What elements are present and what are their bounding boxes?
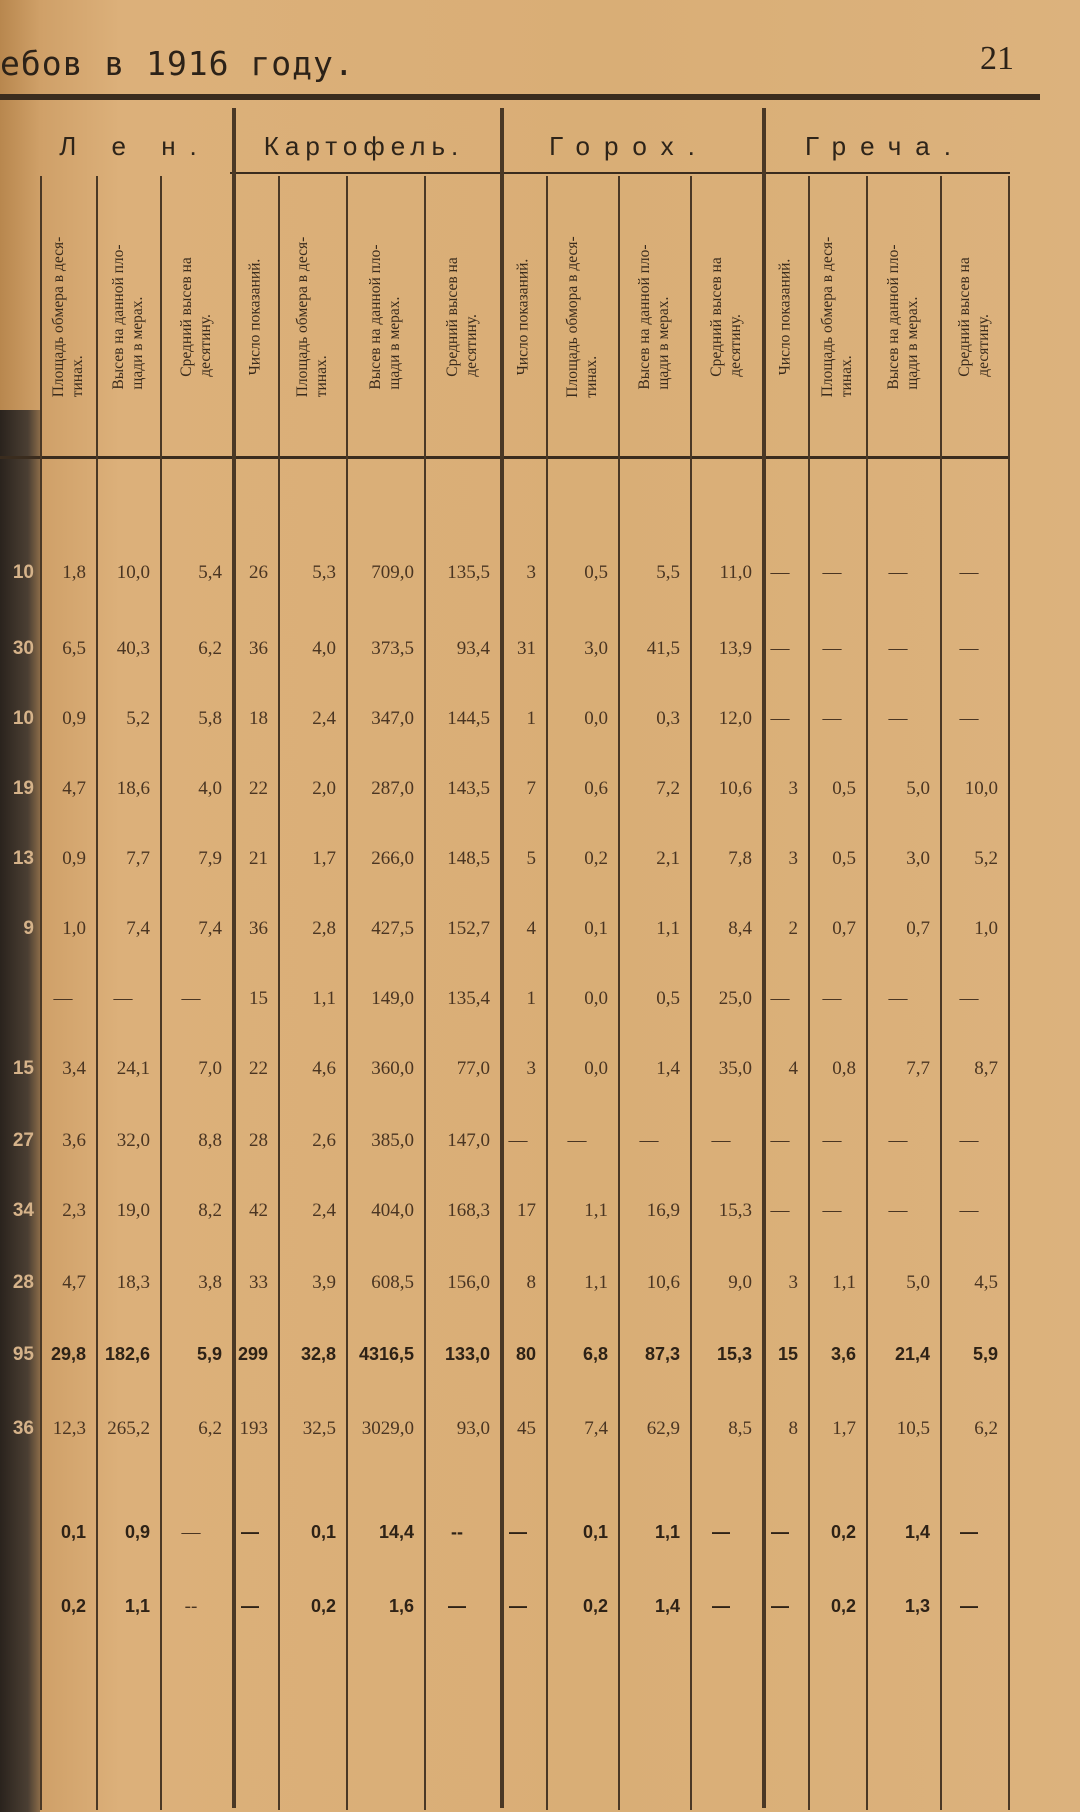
table-cell: — <box>888 1200 908 1221</box>
table-cell: 0,1 <box>60 1522 86 1542</box>
table-cell: 360,0 <box>371 1058 414 1079</box>
table-cell: 7,7 <box>906 1058 930 1079</box>
table-cell: 0,3 <box>656 708 680 729</box>
group-header-buckwheat: Греча. <box>805 131 965 161</box>
table-cell: 8,8 <box>198 1130 222 1151</box>
table-cell: 2,1 <box>656 848 680 869</box>
column-rule <box>1008 176 1010 1810</box>
table-cell: — <box>959 708 979 729</box>
table-cell: 2,0 <box>312 778 336 799</box>
table-cell: -- <box>184 1596 198 1617</box>
table-cell: — <box>241 1596 259 1616</box>
table-cell: 18,3 <box>116 1272 150 1293</box>
table-cell: 6,5 <box>62 638 86 659</box>
table-cell: 16,9 <box>646 1200 680 1221</box>
column-header-label: Высев на данной пло- щади в мерах. <box>636 244 672 390</box>
table-cell: 0,0 <box>584 988 608 1009</box>
column-header-label: Площадь обмера в деся- тинах. <box>294 236 330 398</box>
table-cell: 6,2 <box>974 1418 998 1439</box>
table-cell: — <box>639 1130 659 1151</box>
column-header-label: Средний высев на десятину. <box>708 257 744 377</box>
table-cell: 93,0 <box>456 1418 490 1439</box>
table-cell: — <box>712 1522 730 1542</box>
table-cell: 0,8 <box>832 1058 856 1079</box>
margin-row-count: 10 <box>12 708 34 729</box>
table-cell: 8,5 <box>728 1418 752 1439</box>
table-cell: 6,2 <box>198 638 222 659</box>
column-header-label: Площадь обмера в деся- тинах. <box>819 236 855 398</box>
table-cell: 7,2 <box>656 778 680 799</box>
binding-shadow <box>0 410 40 1812</box>
margin-row-count: 30 <box>12 638 34 659</box>
table-cell: 14,4 <box>378 1522 414 1542</box>
table-cell: 4 <box>526 918 536 939</box>
table-cell: 8,4 <box>728 918 752 939</box>
table-cell: 3,8 <box>198 1272 222 1293</box>
table-cell: 15,3 <box>716 1344 752 1364</box>
table-cell: — <box>822 638 842 659</box>
table-cell: — <box>888 988 908 1009</box>
table-cell: 0,1 <box>310 1522 336 1542</box>
column-header <box>762 182 808 452</box>
table-cell: — <box>509 1522 527 1542</box>
table-cell: — <box>771 1522 789 1542</box>
column-header <box>346 182 424 452</box>
top-rule <box>0 94 1040 100</box>
table-cell: — <box>959 562 979 583</box>
table-cell: 147,0 <box>447 1130 490 1151</box>
table-cell: 1,1 <box>654 1522 680 1542</box>
table-cell: 0,0 <box>584 1058 608 1079</box>
column-header <box>278 182 346 452</box>
table-cell: 6,8 <box>582 1344 608 1364</box>
table-cell: 7,7 <box>126 848 150 869</box>
table-cell: 33 <box>249 1272 268 1293</box>
table-cell: 0,6 <box>584 778 608 799</box>
column-header <box>940 182 1008 452</box>
table-cell: — <box>567 1130 587 1151</box>
margin-row-count: 34 <box>12 1200 34 1221</box>
table-cell: 1,1 <box>656 918 680 939</box>
group-header-flax: Л е н. <box>59 131 211 161</box>
table-cell: 2,8 <box>312 918 336 939</box>
table-cell: 11,0 <box>719 562 752 583</box>
table-cell: 7,8 <box>728 848 752 869</box>
table-cell: 3 <box>788 1272 798 1293</box>
table-cell: 41,5 <box>646 638 680 659</box>
table-cell: — <box>960 1596 978 1616</box>
table-cell: 3,6 <box>62 1130 86 1151</box>
table-cell: 29,8 <box>50 1344 86 1364</box>
table-cell: — <box>712 1596 730 1616</box>
table-cell: 427,5 <box>371 918 414 939</box>
table-cell: 18 <box>249 708 268 729</box>
table-cell: — <box>888 708 908 729</box>
table-cell: — <box>241 1522 259 1542</box>
table-cell: 5,5 <box>656 562 680 583</box>
table-cell: 0,9 <box>62 848 86 869</box>
table-cell: 10,0 <box>116 562 150 583</box>
column-header <box>96 182 160 452</box>
table-cell: 2,4 <box>312 708 336 729</box>
table-cell: 404,0 <box>371 1200 414 1221</box>
table-cell: 8 <box>526 1272 536 1293</box>
table-cell: 21 <box>249 848 268 869</box>
running-title: ебов в 1916 году. <box>0 44 355 83</box>
table-cell: 3 <box>526 562 536 583</box>
table-cell: 0,2 <box>584 848 608 869</box>
column-header-label: Высев на данной пло- щади в мерах. <box>110 244 146 390</box>
table-cell: 2,4 <box>312 1200 336 1221</box>
column-header <box>232 182 278 452</box>
table-cell: 19,0 <box>116 1200 150 1221</box>
margin-row-count: 28 <box>12 1272 34 1293</box>
table-cell: 1,8 <box>62 562 86 583</box>
margin-row-count: 13 <box>12 848 34 869</box>
table-cell: 143,5 <box>447 778 490 799</box>
table-cell: 22 <box>249 778 268 799</box>
table-cell: — <box>770 708 790 729</box>
table-cell: — <box>960 1522 978 1542</box>
table-cell: 32,5 <box>302 1418 336 1439</box>
table-cell: 133,0 <box>444 1344 490 1364</box>
table-cell: 18,6 <box>116 778 150 799</box>
column-header-label: Площадь обмора в деся- тинах. <box>564 236 600 398</box>
column-header <box>690 182 762 452</box>
table-cell: 0,5 <box>832 778 856 799</box>
margin-row-count: 9 <box>23 918 34 939</box>
table-cell: 0,2 <box>582 1596 608 1616</box>
column-header-label: Высев на данной пло- щади в мерах. <box>885 244 921 390</box>
table-cell: 5,8 <box>198 708 222 729</box>
column-header <box>618 182 690 452</box>
table-cell: 12,0 <box>718 708 752 729</box>
table-cell: 35,0 <box>718 1058 752 1079</box>
table-cell: 1,1 <box>584 1272 608 1293</box>
table-cell: 299 <box>237 1344 268 1364</box>
column-header-label: Число показаний. <box>246 258 264 376</box>
table-cell: 0,2 <box>830 1522 856 1542</box>
table-cell: 3,4 <box>62 1058 86 1079</box>
table-cell: 4,6 <box>312 1058 336 1079</box>
table-cell: 8,2 <box>198 1200 222 1221</box>
table-cell: 10,5 <box>896 1418 930 1439</box>
table-cell: 709,0 <box>371 562 414 583</box>
column-header-label: Средний высев на десятину. <box>956 257 992 377</box>
table-cell: 135,4 <box>447 988 490 1009</box>
column-header-label: Средний высев на десятину. <box>444 257 480 377</box>
table-cell: 7,0 <box>198 1058 222 1079</box>
table-cell: 0,2 <box>830 1596 856 1616</box>
table-cell: 7 <box>526 778 536 799</box>
table-cell: 0,0 <box>584 708 608 729</box>
table-cell: — <box>959 1130 979 1151</box>
table-cell: — <box>888 1130 908 1151</box>
table-cell: 4,7 <box>62 778 86 799</box>
table-cell: 182,6 <box>104 1344 150 1364</box>
table-cell: 193 <box>239 1418 268 1439</box>
table-cell: 5,2 <box>974 848 998 869</box>
table-cell: 5,4 <box>198 562 222 583</box>
table-cell: 13,9 <box>718 638 752 659</box>
column-header-label: Средний высев на десятину. <box>178 257 214 377</box>
table-cell: 265,2 <box>107 1418 150 1439</box>
table-cell: 1,0 <box>974 918 998 939</box>
group-header-potato: Картофель. <box>263 131 465 161</box>
table-cell: — <box>822 1200 842 1221</box>
column-header <box>500 182 546 452</box>
table-cell: 32,0 <box>116 1130 150 1151</box>
table-cell: 87,3 <box>644 1344 680 1364</box>
table-cell: 62,9 <box>646 1418 680 1439</box>
table-cell: — <box>508 1130 528 1151</box>
table-cell: 93,4 <box>456 638 490 659</box>
table-cell: 10,0 <box>964 778 998 799</box>
table-cell: — <box>822 1130 842 1151</box>
table-cell: 0,2 <box>60 1596 86 1616</box>
table-cell: — <box>711 1130 731 1151</box>
table-cell: 5,3 <box>312 562 336 583</box>
table-cell: — <box>770 638 790 659</box>
margin-row-count: 95 <box>12 1344 34 1365</box>
table-cell: 2 <box>788 918 798 939</box>
table-cell: 40,3 <box>116 638 150 659</box>
table-cell: 21,4 <box>894 1344 930 1364</box>
table-cell: 385,0 <box>371 1130 414 1151</box>
table-cell: 5,9 <box>196 1344 222 1364</box>
table-cell: — <box>822 708 842 729</box>
table-cell: 42 <box>249 1200 268 1221</box>
table-cell: — <box>771 1596 789 1616</box>
table-cell: 31 <box>517 638 536 659</box>
table-cell: 266,0 <box>371 848 414 869</box>
table-cell: 156,0 <box>447 1272 490 1293</box>
table-cell: 1,0 <box>62 918 86 939</box>
table-cell: — <box>770 1200 790 1221</box>
table-cell: 24,1 <box>116 1058 150 1079</box>
table-cell: — <box>113 988 133 1009</box>
table-cell: 4316,5 <box>358 1344 414 1364</box>
table-cell: 8,7 <box>974 1058 998 1079</box>
table-cell: 0,1 <box>582 1522 608 1542</box>
table-cell: — <box>822 988 842 1009</box>
table-cell: 3,9 <box>312 1272 336 1293</box>
table-cell: 152,7 <box>447 918 490 939</box>
table-cell: 3,6 <box>830 1344 856 1364</box>
table-cell: 12,3 <box>52 1418 86 1439</box>
table-cell: 15 <box>777 1344 798 1364</box>
table-cell: — <box>959 1200 979 1221</box>
margin-row-count: 27 <box>12 1130 34 1151</box>
column-header-label: Площадь обмера в деся- тинах. <box>50 236 86 398</box>
table-cell: — <box>181 1522 201 1543</box>
table-cell: 3 <box>788 778 798 799</box>
table-cell: 0,1 <box>584 918 608 939</box>
table-cell: 0,7 <box>906 918 930 939</box>
table-cell: 347,0 <box>371 708 414 729</box>
table-cell: 0,5 <box>832 848 856 869</box>
table-cell: 10,6 <box>646 1272 680 1293</box>
table-cell: 77,0 <box>456 1058 490 1079</box>
column-header <box>546 182 618 452</box>
page-number: 21 <box>980 40 1014 77</box>
table-cell: 1 <box>526 708 536 729</box>
table-cell: 8 <box>788 1418 798 1439</box>
table-cell: 1,1 <box>124 1596 150 1616</box>
table-cell: 4,5 <box>974 1272 998 1293</box>
table-cell: 5,9 <box>972 1344 998 1364</box>
table-cell: — <box>888 638 908 659</box>
table-cell: — <box>509 1596 527 1616</box>
table-cell: 5,0 <box>906 778 930 799</box>
table-cell: 2,3 <box>62 1200 86 1221</box>
table-cell: 3,0 <box>906 848 930 869</box>
margin-row-count: 36 <box>12 1418 34 1439</box>
table-cell: 149,0 <box>371 988 414 1009</box>
column-header <box>424 182 500 452</box>
header-bottom-rule <box>0 456 1008 459</box>
table-cell: 0,5 <box>584 562 608 583</box>
table-cell: 17 <box>517 1200 536 1221</box>
table-cell: 3 <box>788 848 798 869</box>
table-cell: — <box>770 988 790 1009</box>
table-cell: 4 <box>788 1058 798 1079</box>
table-cell: — <box>888 562 908 583</box>
table-cell: 287,0 <box>371 778 414 799</box>
table-cell: 1,6 <box>388 1596 414 1616</box>
table-cell: — <box>770 1130 790 1151</box>
table-cell: 7,9 <box>198 848 222 869</box>
table-cell: 2,6 <box>312 1130 336 1151</box>
table-cell: 144,5 <box>447 708 490 729</box>
table-cell: 4,7 <box>62 1272 86 1293</box>
table-cell: 15,3 <box>718 1200 752 1221</box>
column-header-label: Число показаний. <box>776 258 794 376</box>
table-cell: 373,5 <box>371 638 414 659</box>
table-cell: 25,0 <box>718 988 752 1009</box>
table-cell: 0,2 <box>310 1596 336 1616</box>
table-cell: 148,5 <box>447 848 490 869</box>
table-cell: 1 <box>526 988 536 1009</box>
table-cell: 22 <box>249 1058 268 1079</box>
table-cell: 15 <box>249 988 268 1009</box>
table-cell: 36 <box>249 638 268 659</box>
table-cell: 1,1 <box>832 1272 856 1293</box>
table-cell: 5,2 <box>126 708 150 729</box>
table-cell: 6,2 <box>198 1418 222 1439</box>
table-cell: 80 <box>515 1344 536 1364</box>
table-cell: 3,0 <box>584 638 608 659</box>
table-cell: 1,7 <box>832 1418 856 1439</box>
margin-row-count: 15 <box>12 1058 34 1079</box>
table-cell: 4,0 <box>198 778 222 799</box>
table-cell: 3029,0 <box>361 1418 414 1439</box>
table-cell: 608,5 <box>371 1272 414 1293</box>
table-cell: 7,4 <box>198 918 222 939</box>
table-cell: 32,8 <box>300 1344 336 1364</box>
column-header <box>866 182 940 452</box>
margin-row-count: 19 <box>12 778 34 799</box>
table-cell: — <box>53 988 73 1009</box>
table-cell: 0,7 <box>832 918 856 939</box>
table-cell: 1,3 <box>904 1596 930 1616</box>
table-cell: — <box>959 988 979 1009</box>
table-cell: 9,0 <box>728 1272 752 1293</box>
table-cell: 45 <box>517 1418 536 1439</box>
table-cell: — <box>770 562 790 583</box>
table-cell: 1,4 <box>904 1522 930 1542</box>
table-cell: 1,7 <box>312 848 336 869</box>
column-header-label: Число показаний. <box>514 258 532 376</box>
table-cell: 4,0 <box>312 638 336 659</box>
table-cell: 0,9 <box>124 1522 150 1542</box>
table-cell: 10,6 <box>718 778 752 799</box>
table-cell: 168,3 <box>447 1200 490 1221</box>
column-header <box>808 182 866 452</box>
table-cell: 0,5 <box>656 988 680 1009</box>
margin-row-count: 10 <box>12 562 34 583</box>
table-cell: 1,1 <box>584 1200 608 1221</box>
table-cell: 36 <box>249 918 268 939</box>
table-cell: — <box>448 1596 466 1616</box>
table-cell: 1,4 <box>654 1596 680 1616</box>
table-cell: — <box>959 638 979 659</box>
table-cell: 5,0 <box>906 1272 930 1293</box>
table-cell: — <box>181 988 201 1009</box>
table-cell: 3 <box>526 1058 536 1079</box>
group-header-pea: Горох. <box>549 131 709 161</box>
column-header-label: Высев на данной пло- щади в мерах. <box>367 244 403 390</box>
table-cell: — <box>822 562 842 583</box>
column-header <box>40 182 96 452</box>
table-cell: 0,9 <box>62 708 86 729</box>
table-cell: 7,4 <box>584 1418 608 1439</box>
table-cell: -- <box>451 1522 463 1542</box>
table-cell: 28 <box>249 1130 268 1151</box>
table-cell: 7,4 <box>126 918 150 939</box>
table-cell: 1,1 <box>312 988 336 1009</box>
table-cell: 1,4 <box>656 1058 680 1079</box>
table-cell: 135,5 <box>447 562 490 583</box>
table-cell: 26 <box>249 562 268 583</box>
table-cell: 5 <box>526 848 536 869</box>
column-header <box>160 182 232 452</box>
